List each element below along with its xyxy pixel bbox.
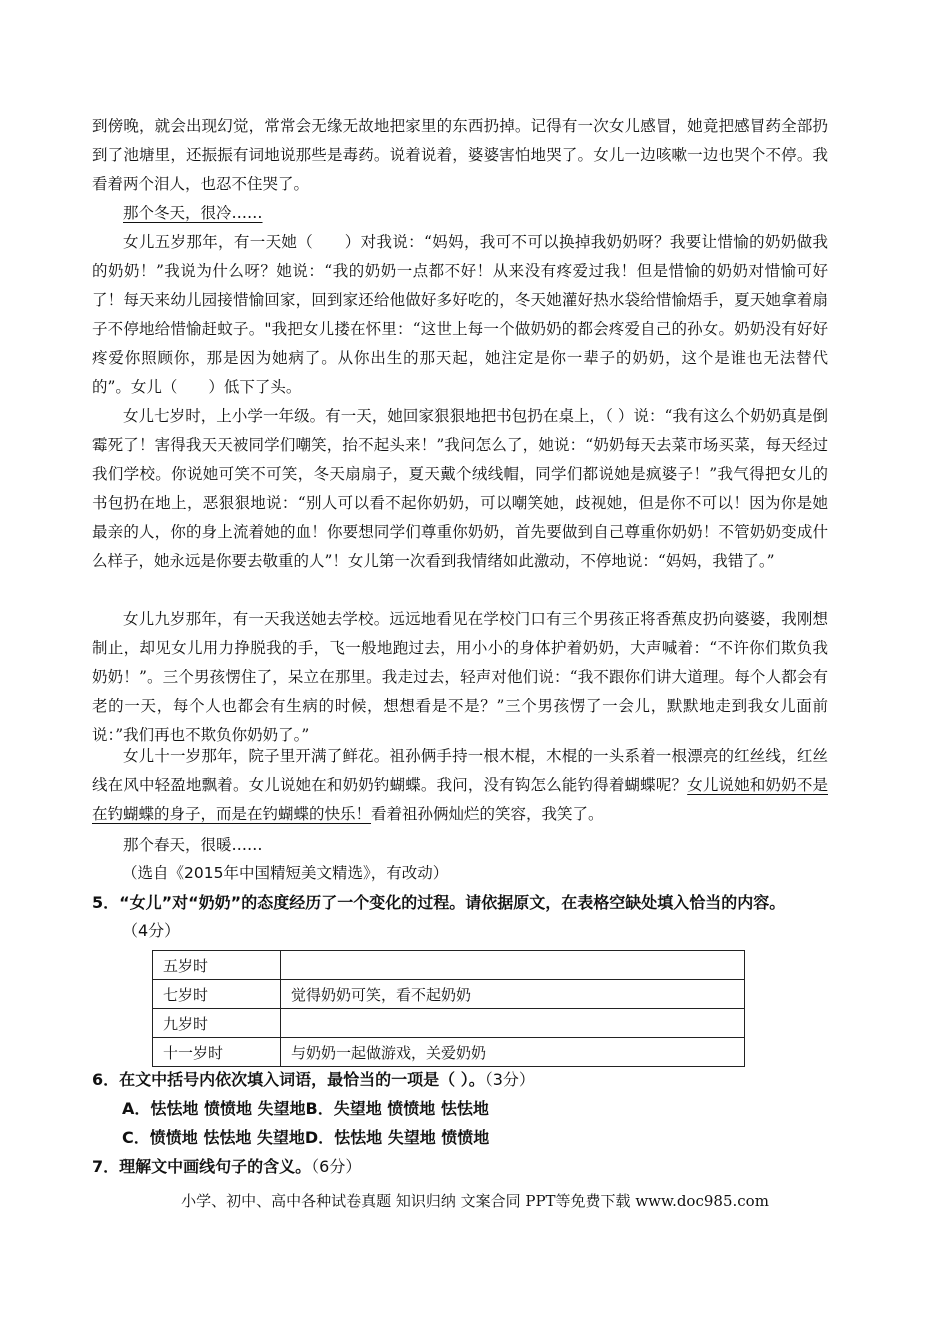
underlined-winter-line: 那个冬天，很冷…… — [123, 204, 263, 222]
paragraph-continuation: 到傍晚，就会出现幻觉，常常会无缘无故地把家里的东西扔掉。记得有一次女儿感冒，她竟把感冒药全部扔到了池塘里，还振振有词地说那些是毒药。说着说着，婆婆害怕地哭了。女儿一边咳嗽一边也哭个不停。我看着两个泪人，也忍不住哭了。 — [92, 117, 828, 193]
question-6-options-ab: A．怯怯地 愤愤地 失望地B．失望地 愤愤地 怯怯地 — [122, 1099, 489, 1118]
answer-table — [152, 950, 745, 1067]
question-6-score: （3分） — [484, 1070, 535, 1089]
table-row — [153, 951, 745, 980]
question-5-score: （4分） — [122, 921, 181, 940]
paragraph-age-eleven-end: 看着祖孙俩灿烂的笑容，我笑了。 — [371, 805, 604, 823]
table-cell-age: 五岁时 — [153, 951, 281, 980]
underlined-sentence: 女儿说她和奶奶不是在钓蝴蝶的身子，而是在钓蝴蝶的快乐！ — [92, 776, 828, 823]
paragraph-age-nine: 女儿九岁那年，有一天我送她去学校。远远地看见在学校门口有三个男孩正将香蕉皮扔向婆婆，我刚想制止，却见女儿用力挣脱我的手，飞一般地跑过去，用小小的身体护着奶奶，大声喊着：“不许你们欺负我奶奶！”。三个男孩愣住了，呆立在那里。我走过去，轻声对他们说：“我不跟你们讲大道理。每个人都会有老的一天，每个人也都会有生病的时候，想想看是不是？”三个男孩愣了一会儿，默默地走到我女儿面前说：”我们再也不欺负你奶奶了。” — [92, 610, 828, 744]
question-5 — [92, 889, 852, 917]
table-cell-answer: 觉得奶奶可笑，看不起奶奶 — [281, 980, 745, 1009]
table-cell-answer: 与奶奶一起做游戏，关爱奶奶 — [281, 1038, 745, 1067]
paragraph-spring: 那个春天，很暖…… — [123, 836, 263, 854]
table-cell-answer-blank[interactable] — [281, 951, 745, 980]
paragraph-age-five: 女儿五岁那年，有一天她（ ）对我说：“妈妈，我可不可以换掉我奶奶呀？我要让惜愉的奶奶做我的奶奶！”我说为什么呀？她说：“我的奶奶一点都不好！从来没有疼爱过我！但是惜愉的奶奶对惜愉可好了！每天来幼儿园接惜愉回家，回到家还给他做好多好吃的，冬天她灌好热水袋给惜愉焐手，夏天她拿着扇子不停地给惜愉赶蚊子。"我把女儿搂在怀里：“这世上每一个做奶奶的都会疼爱自己的孙女。奶奶没有好好疼爱你照顾你，那是因为她病了。从你出生的那天起，她注定是你一辈子的奶奶，这个是谁也无法替代的”。女儿（ ）低下了头。 — [92, 233, 828, 396]
paragraph-age-seven: 女儿七岁时，上小学一年级。有一天，她回家狠狠地把书包扔在桌上，（ ）说：“我有这么个奶奶真是倒霉死了！害得我天天被同学们嘲笑，抬不起头来！”我问怎么了，她说：“奶奶每天去菜市场买菜，每天经过我们学校。你说她可笑不可笑，冬天扇扇子，夏天戴个绒线帽，同学们都说她是疯婆子！”我气得把女儿的书包扔在地上，恶狠狠地说：“别人可以看不起你奶奶，可以嘲笑她，歧视她，但是你不可以！因为你是她最亲的人，你的身上流着她的血！你要想同学们尊重你奶奶，首先要做到自己尊重你奶奶！不管奶奶变成什么样子，她永远是你要去敬重的人”！女儿第一次看到我情绪如此激动，不停地说：“妈妈，我错了。” — [92, 407, 828, 570]
page-footer: 小学、初中、高中各种试卷真题 知识归纳 文案合同 PPT等免费下载 www.doc985.com — [181, 1192, 769, 1210]
table-cell-answer-blank[interactable] — [281, 1009, 745, 1038]
table-row — [153, 1038, 745, 1067]
table-row — [153, 1009, 745, 1038]
question-6 — [92, 1066, 852, 1094]
question-5-text: 5．“女儿”对“奶奶”的态度经历了一个变化的过程。请依据原文，在表格空缺处填入恰当的内容。 — [92, 893, 786, 912]
question-6-text: 6．在文中括号内依次填入词语，最恰当的一项是（ ）。 — [92, 1070, 485, 1089]
table-cell-age: 十一岁时 — [153, 1038, 281, 1067]
table-cell-age: 七岁时 — [153, 980, 281, 1009]
source-note: （选自《2015年中国精短美文精选》，有改动） — [122, 864, 449, 882]
question-7-text: 7．理解文中画线句子的含义。 — [92, 1157, 312, 1176]
question-7-score: （6分） — [311, 1157, 362, 1176]
table-row — [153, 980, 745, 1009]
question-6-options-cd: C．愤愤地 怯怯地 失望地D．怯怯地 失望地 愤愤地 — [122, 1128, 490, 1147]
paragraph-age-eleven-text: 女儿十一岁那年，院子里开满了鲜花。祖孙俩手持一根木棍，木棍的一头系着一根漂亮的红丝线，红丝线在风中轻盈地飘着。女儿说她在和奶奶钓蝴蝶。我问，没有钩怎么能钓得着蝴蝶呢？ — [92, 747, 828, 794]
paragraph-winter — [92, 199, 828, 228]
paragraph-age-eleven — [92, 742, 828, 829]
table-cell-age: 九岁时 — [153, 1009, 281, 1038]
question-7 — [92, 1153, 852, 1181]
